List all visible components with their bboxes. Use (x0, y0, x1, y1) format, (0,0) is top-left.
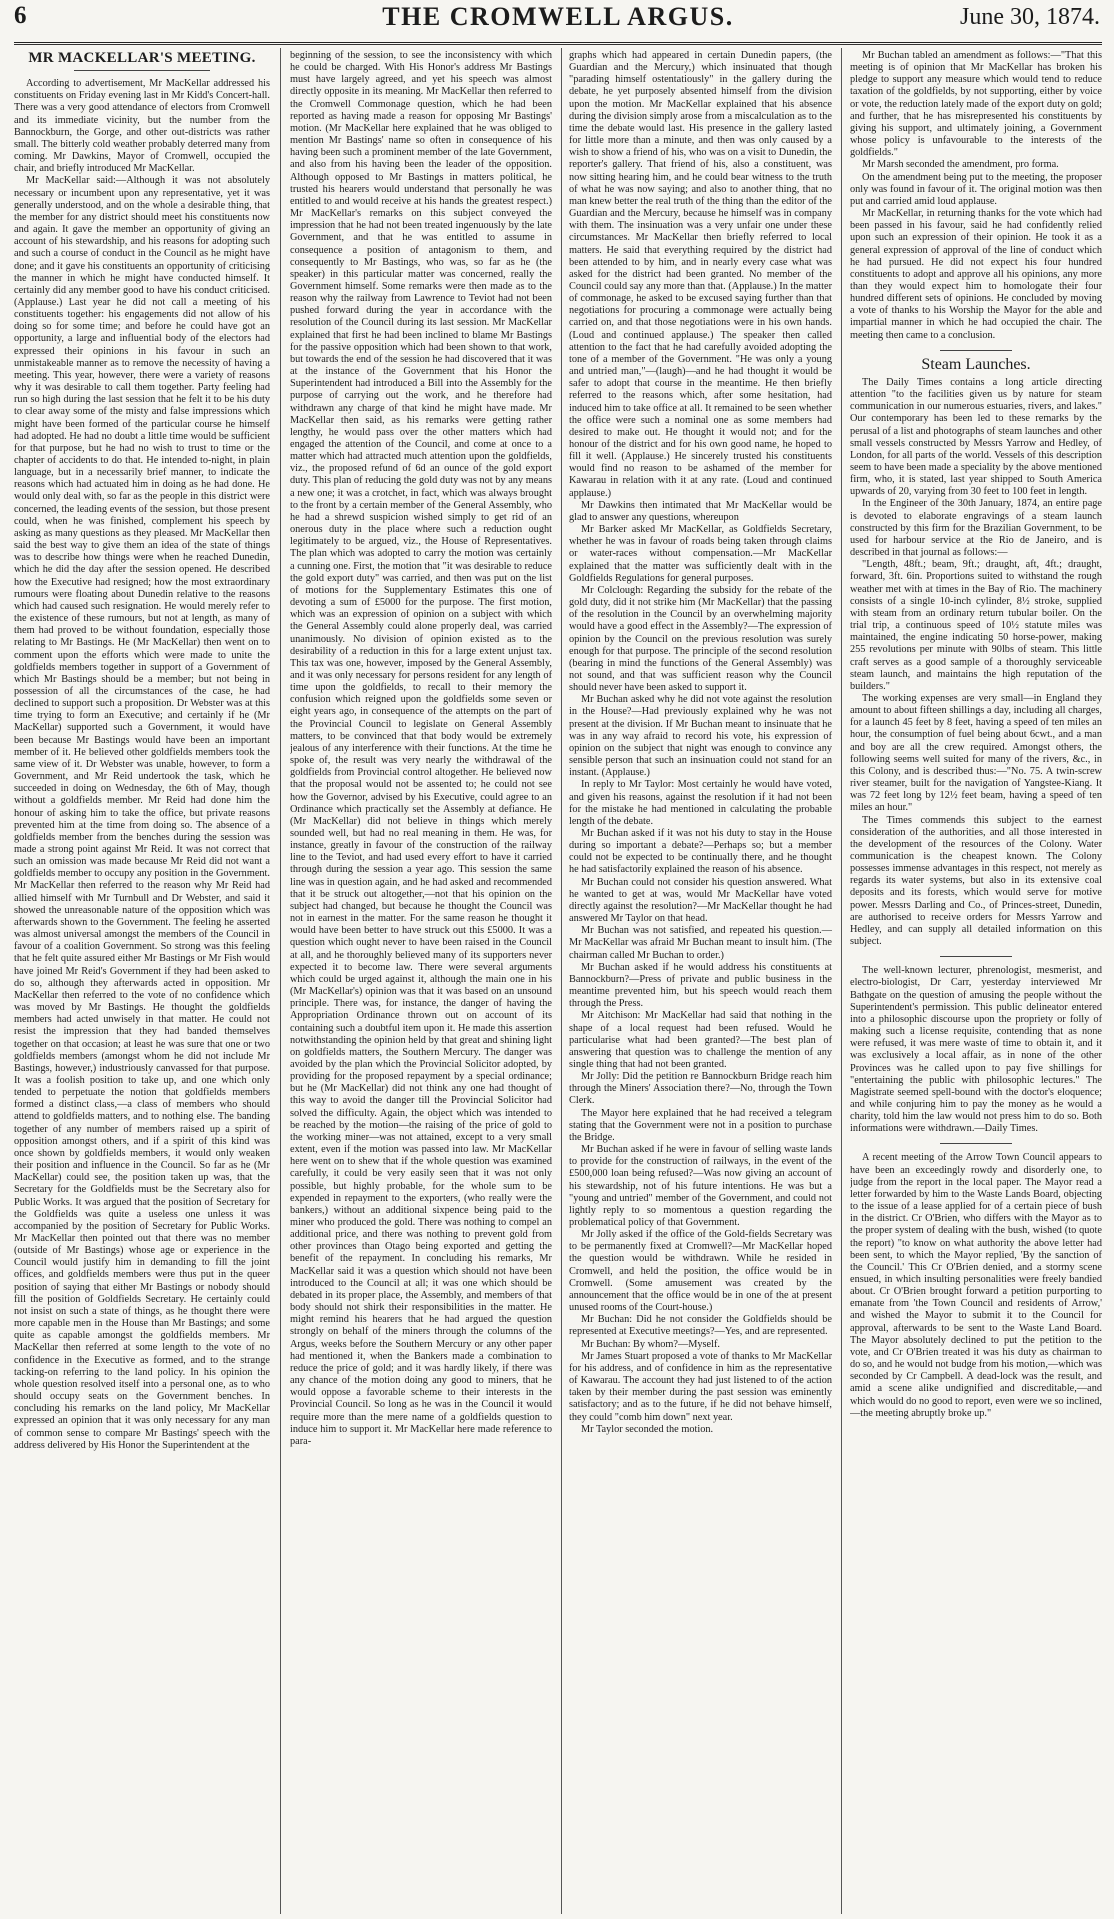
paragraph: Mr Colclough: Regarding the subsidy for the rebate of the gold duty, did it not strike him (Mr MacKellar) that the passing of the resolution in the Council by an overwhelming majority would have a good effect in the Assembly?—The expression of opinion by the Council on the previous resolution was surely enough for that purpose. The principle of the second resolution (bearing in mind the functions of the General Assembly) was not sound, and that was sufficient reason why the Council should never have been asked to support it. (569, 584, 832, 694)
paragraph: The working expenses are very small—in England they amount to about fifteen shillings a day, including all charges, for a launch 45 feet by 8 feet, having a speed of ten miles an hour, the consumption of fuel being about 6cwt., and a man and boy are all the crew required. Amongst others, the following seems well suited for many of the rivers, &c., in this Colony, and is described thus:—"No. 75. A twin-screw river steamer, built for the navigation of Yangstee-Kiang. It was 72 feet long by 12½ feet beam, having a speed of ten miles an hour." (850, 692, 1102, 814)
paragraph: graphs which had appeared in certain Dunedin papers, (the Guardian and the Mercury,) which insinuated that though "parading himself ostentatiously" in the gallery during the debate, he yet purposely absented himself from the division upon the motion. Mr MacKellar explained that his absence during the division simply arose from a miscalculation as to the time the debate would last. His presence in the gallery lasted for little more than a minute, and then was only caused by a wish to show a friend of his, who was on a visit to Dunedin, the reporter's gallery. That friend of his, also a constituent, was now sitting hearing him, and he could bear witness to the truth of what he was now saying; and also to another thing, that no man knew better the real truth of the thing than the editor of the Guardian and the Mercury, because he himself was in company with them. The insinuation was a very unfair one under these circumstances. Mr MacKellar then briefly referred to local matters. He said that everything required by the district had been attended to by him, and in nearly every case what was asked for the district had been granted. No member of the Council could say any more than that. (Applause.) In the matter of commonage, he asked to be excused saying further than that negotiations for procuring a commonage were actually being carried on, and that those negotiations were in his own hands. (Loud and continued applause.) The speaker then called attention to the fact that he had carefully avoided adopting the tone of a member of the Government. "He was only a young and untried man,"—(laugh)—and he had thought it would be safer to adopt that course in the meantime. He then briefly referred to the reasons which, after some hesitation, had induced him to take office at all. It remained to be seen whether the office were such a nominal one as some members had desired to make out. He thought it would not; and for the honour of the district and for his own good name, he hoped to fill it well. (Applause.) He sincerely trusted his constituents would find no reason to be ashamed of the member for Kawarau in relation with it at any rate. (Loud and continued applause.) (569, 50, 832, 499)
page-number: 6 (14, 2, 27, 29)
column-rule (841, 48, 842, 1914)
column-2 (290, 50, 552, 1912)
paragraph: The well-known lecturer, phrenologist, mesmerist, and electro-biologist, Dr Carr, yesterday interviewed Mr Bathgate on the question of amusing the people without the Superintendent's permission. This public delineator entered into a philosophic discourse upon the propriety or folly of making such a license requisite, contending that as none were refused, it was mere waste of time to obtain it, and it was exclusively a local affair, as in none of the other Provinces was he called upon to pay five shillings for "entertaining the public with philosophic lectures." The Magistrate seemed spell-bound with the doctor's eloquence; and while conjuring him to pay the money as he would a charity, told him the law would not press him to do so. Both informations were withdrawn.—Daily Times. (850, 965, 1102, 1135)
paragraph: Mr Aitchison: Mr MacKellar had said that nothing in the shape of a local request had been refused. Would he particularise what had been granted?—The best plan of answering that question was to challenge the mention of any single thing that had not been granted. (569, 1010, 832, 1070)
paragraph: Mr Buchan: By whom?—Myself. (581, 1338, 720, 1350)
paragraph: According to advertisement, Mr MacKellar addressed his constituents on Friday evening last in Mr Kidd's Concert-hall. There was a very good attendance of electors from Cromwell and its immediate vicinity, but the number from the Bannockburn, the Gorge, and other out-districts was rather small. The bitterly cold weather probably deterred many from coming. Mr Dawkins, Mayor of Cromwell, occupied the chair, and briefly introduced Mr MacKellar. (14, 78, 270, 175)
paragraph: Mr Marsh seconded the amendment, pro forma. (862, 159, 1059, 171)
masthead (14, 0, 1102, 43)
paragraph: Mr James Stuart proposed a vote of thanks to Mr MacKellar for his address, and of confidence in him as the representative of Kawarau. The account they had just listened to of the action taken by their member during the past session was eminently satisfactory; and as to the future, if he did not behave himself, they could "comb him down" next year. (569, 1350, 832, 1423)
paragraph: In reply to Mr Taylor: Most certainly he would have voted, and given his reasons, against the resolution if it had not been for the mistake he had mentioned in calculating the probable length of the debate. (569, 779, 832, 827)
paragraph: Mr MacKellar said:—Although it was not absolutely necessary or incumbent upon any representative, yet it was generally understood, and on the whole a desirable thing, that the member for any district should meet his constituents now and again. It gave the member an opportunity of giving an account of his stewardship, and his reasons for adopting such and such a course of conduct in the Council as he might have done; and it gave his constituents an opportunity of criticising the manner in which he might have conducted himself. It certainly did any member good to have his conduct criticised. (Applause.) Last year he did not call a meeting of his constituents together: his engagements did not allow of his doing so for some time; and before he could have got an opportunity, a large and influential body of the electors had expressed their opinions in his favour in such an unmistakeable manner as to remove the necessity of having a meeting. This year, however, there were a variety of reasons why it was desirable to call them together. Party feeling had run so high during the last session that he felt it to be his duty to clear away some of the misty and false impressions which might have been formed of the particular course he himself had adopted. He had no doubt a little time would be sufficient for that purpose, but he had no wish to trust to time or the chapter of accidents to do that. He intended to-night, in plain language, but in a necessarily brief manner, to indicate the reasons which had actuated him in doing as he had done. He would only deal with, so far as the people in this district were concerned, the leading events of the session, but those present could, when he was finished, complement his speech by asking as many questions as they pleased. Mr MacKellar then said the best way to give them an idea of the state of things was to describe how things were when he reached Dunedin, which he did the day after the session opened. He described how the Executive had resigned; how the most extraordinary rumours were floating about Dunedin relative to the reasons which had caused such resignation. He would merely refer to the existence of these rumours, but not at length, as many of them had proved to be without foundation, especially those relating to Mr Bastings. He (Mr MacKellar) then went on to comment upon the efforts which were made to unite the goldfields members together in support of a Government of which Mr Bastings should be a member; but not being in possession of all the circumstances of the case, he had declined to support such a proposition. Dr Webster was at this time trying to form an Executive; and certainly if he (Mr MacKellar) supported such a Government, it would have been because Mr Bastings would have been an important member of it. He believed other goldfields members took the same view of it. Dr Webster was unable, however, to form a Government, and Mr Reid undertook the task, which he succeeded in doing on Wednesday, the 6th of May, though without a goldfields member. Mr Reid had done him the honour of asking him to take the office, but private reasons prevented him at the time from doing so. The absence of a goldfields member from the benches during the session was made a strong point against Mr Reid. It was not correct that such an omission was made because Mr Reid did not want a goldfields member to occupy any position in the Government. Mr MacKellar then referred to the reason why Mr Reid had allied himself with Mr Turnbull and Dr Webster, and said it showed the unreasonable nature of the opposition which was afterwards shown to the Government. The feeling he asserted was almost universal amongst the members of the Council in favour of a coalition Government. So strong was this feeling that he felt quite assured either Mr Bastings or Mr Fish would have joined Mr Reid's Government if they had been asked to do so, although they afterwards acted in opposition. Mr MacKellar then referred to the vote of no confidence which was moved by Mr Bastings. He thought the goldfields members had acted unwisely in that matter. He could not resist the impression that they had banded themselves together on that occasion; at least he was sure that one or two goldfields members (amongst whom he did not include Mr Bastings, however,) industriously canvassed for that purpose. It was a foolish position to take up, and one which only tended to perpetuate the notion that goldfields members formed a distinct class,—a class of members who should attend to goldfields matters, and to nothing else. The banding together of any number of members raised up a spirit of opposition amongst others, and if a spirit of this kind was once shown by goldfields members, it would only weaken their position and influence in the Council. So far as he (Mr MacKellar) could see, the position taken up was, that the Secretary for the Goldfields must be the Secretary also for Public Works. It was argued that the position of Secretary for the Goldfields was quite a useless one unless it was accompanied by the position of Secretary for Public Works. Mr MacKellar then pointed out that there was no member (outside of Mr Bastings) whose age or experience in the Council would justify him in demanding to fill the joint offices, and goldfields members were thus put in the queer position of saying that either Mr Bastings or nobody should fill the position of Goldfields Secretary. He certainly could not insist on such a state of things, as he thought there were more capable men in the House than Mr Bastings; and some quite as capable amongst the goldfields members. Mr MacKellar then referred at some length to the vote of no confidence in the Executive as formed, and to the strange tacking-on referring to the land policy. In his opinion the whole question resolved itself into a personal one, as to who should occupy seats on the Government benches. In concluding his remarks on the land policy, Mr MacKellar expressed an opinion that it was only necessary for any man of common sense to compare Mr Bastings' speech with the address delivered by His Honor the Superintendent at the (14, 175, 270, 1451)
column-rule (280, 48, 281, 1914)
column-3 (569, 50, 832, 1912)
paragraph: Mr Buchan asked why he did not vote against the resolution in the House?—Had previously explained why he was not present at the division. If Mr Buchan meant to insinuate that he was in any way afraid to record his vote, his expression of opinion on the subject that night was enough to convince any sensible person that such an insinuation could not stand for an instant. (Applause.) (569, 694, 832, 779)
paragraph: Mr Buchan asked if he were in favour of selling waste lands to provide for the construction of railways, in the event of the £500,000 loan being refused?—Was now giving an account of his stewardship, not of his future intentions. He was but a "young and untried" member of the Government, and could not lightly reply to so momentous a question regarding the problematical policy of that Government. (569, 1144, 832, 1228)
column-4 (850, 50, 1102, 1912)
paragraph: Mr Buchan asked if he would address his constituents at Bannockburn?—Press of private and public business in the meantime prevented him, but his speech would reach them through the Press. (569, 961, 832, 1010)
article-heading-steam-launches: Steam Launches. (921, 355, 1031, 373)
section-rule (940, 350, 1012, 351)
paragraph: The Mayor here explained that he had received a telegram stating that the Government were not in a position to purchase the Bridge. (569, 1107, 832, 1143)
paragraph: Mr Jolly: Did the petition re Bannockburn Bridge reach him through the Miners' Association there?—No, through the Town Clerk. (569, 1071, 832, 1107)
column-rule (561, 48, 562, 1914)
paragraph: In the Engineer of the 30th January, 1874, an entire page is devoted to elaborate engravings of a steam launch constructed by this firm for the Brazilian Government, to be used for harbour service at the Rio de Janeiro, and is described in that journal as follows:— (850, 498, 1102, 559)
paragraph: Mr Dawkins then intimated that Mr MacKellar would be glad to answer any questions, whereupon (569, 499, 832, 523)
paragraph: Mr Buchan was not satisfied, and repeated his question.—Mr MacKellar was afraid Mr Buchan meant to insult him. (The chairman called Mr Buchan to order.) (569, 925, 832, 961)
paragraph: A recent meeting of the Arrow Town Council appears to have been an exceedingly rowdy and disorderly one, to judge from the report in the local paper. The Mayor read a letter forwarded by him to the Waste Lands Board, objecting to the issue of a lease applied for of a certain piece of bush in the district. Cr O'Brien, who differs with the Mayor as to the proper system of dealing with the bush, wished (to quote the report) "to know on what authority the above letter had been sent, to which the Mayor replied, 'By the sanction of the Council.' This Cr O'Brien denied, and a stormy scene ensued, in which insulting personalities were freely bandied about. Cr O'Brien brought forward a petition purporting to emanate from 'the Town Council and residents of Arrow,' and wished the Mayor to submit it to the Council for approval, afterwards to be sent to the Waste Land Board. The Mayor absolutely declined to put the petition to the vote, and Cr O'Brien treated it was his duty as chairman to do so, and he would not budge from his motion,—which was seconded by Cr Campbell. A dead-lock was the result, and amid a scene alike undignified and discreditable,—and which would do no good to report, even were we so inclined,—the meeting abruptly broke up." (850, 1152, 1102, 1419)
paragraph: The Times commends this subject to the earnest consideration of the authorities, and all those interested in the development of the resources of the Colony. Water communication is the cheapest known. The Colony possesses immense advantages in this respect, not merely as regards its water systems, but also in its extensive coal deposits and its forests, which would serve for motive power. Messrs Darling and Co., of Princes-street, Dunedin, are authorised to receive orders for Messrs Yarrow and Hedley, and can supply all detailed information on this subject. (850, 814, 1102, 948)
paragraph: Mr Barker asked Mr MacKellar, as Goldfields Secretary, whether he was in favour of roads being taken through claims or water-races without compensation.—Mr MacKellar explained that the matter was sufficiently dealt with in the Goldfields Regulations for general purposes. (569, 524, 832, 584)
section-rule (940, 956, 1012, 957)
paragraph: Mr Buchan could not consider his question answered. What he wanted to get at was, would Mr MacKellar have voted directly against the resolution?—Mr MacKellar thought he had answered Mr Taylor on that head. (569, 876, 832, 925)
paragraph: beginning of the session, to see the inconsistency with which he could be charged. With His Honor's address Mr Bastings must have largely agreed, and yet his speech was almost directly opposite in its meaning. Mr MacKellar then referred to the Cromwell Commonage question, which he had been reported as having made a reason for opposing Mr Bastings' motion. (Mr MacKellar here explained that he was obliged to mention Mr Bastings' name so often in consequence of his having been such a prominent member of the late Government, and also from his having been the leader of the opposition. Although opposed to Mr Bastings in matters political, he trusted his hearers would understand that personally he was entitled to and would receive at his hands the greatest respect.) Mr MacKellar's remarks on this subject conveyed the impression that he had not been treated ingenuously by the late Government, and that he was entitled to assume in consequence a position of antagonism to them, and consequently to Mr Bastings, who was, so far as he (the speaker) in this particular matter was concerned, really the Government himself. Some remarks were then made as to the reason why the railway from Lawrence to Teviot had not been pushed forward during the year in accordance with the resolution of the Council during its last session. Mr MacKellar explained that first he had been inclined to blame Mr Bastings for the passive opposition which had been shown to that work, but towards the end of the session he had discovered that it was at the instance of the Government that his Honor the Superintendent had introduced a Bill into the Assembly for the purpose of carrying out the work, and he therefore had withdrawn any charge of that kind he might have made. Mr MacKellar then said, as his remarks were getting rather lengthy, he would pass over the other matters which had engaged the attention of the Council, and come at once to a matter which had attracted much attention upon the goldfields, viz., the proposed refund of 6d an ounce of the gold export duty. This plan of reducing the gold duty was not by any means a new one; it was a crotchet, in fact, which was always brought to the front by a certain member of the General Assembly, who he had a shrewd suspicion wished simply to get rid of an onerous duty in the place where such a reduction ought legitimately to be argued, viz., the House of Representatives. The plan which was adopted to carry the motion was certainly a cunning one. First, the motion that "it was desirable to reduce the gold export duty" was carried, and then was put on the list of motions for the Supplementary Estimates this one of devoting a sum of £5000 for the purpose. The first motion, which was an expression of opinion on a subject with which the General Assembly could alone properly deal, was carried unanimously. No division of opinion existed as to the desirability of a reduction in this for a large extent unjust tax. This tax was one, however, imposed by the General Assembly, and it was only necessary for persons resident for any length of time upon the goldfields, to recall to their memory the confusion which reigned upon the goldfields some seven or eight years ago, in consequence of the attempts on the part of the Provincial Council to legislate on General Assembly matters, to be convinced that that body would be extremely jealous of any interference with their functions. At the time he spoke of, the result was very nearly the withdrawal of the goldfields from Provincial control altogether. He believed now that the proposal would not be assented to; he could not see how the Governor, advised by his Executive, could agree to an Ordinance which practically set the Assembly at defiance. He (Mr MacKellar) did not believe in things which merely sounded well, but had no real meaning in them. He was, for instance, greatly in favour of the construction of the railway line to the Teviot, and had used every effort to have it carried through during the session a year ago. This session the same line was in question again, and he had asked and recommended that it be struck out altogether,—not that his opinion on the subject had changed, but because he thought the Council was not in earnest in the matter. For the same reason he thought it would have been better to have struck out this £5000. It was a question which ought never to have been raised in the Council at all, and he thoroughly believed many of its supporters never expected it to become law. There were several arguments which could be urged against it, although the main one in his (Mr MacKellar's) opinion was that it was based on an unsound principle. There was, for instance, the danger of having the Appropriation Ordinance thrown out on account of its containing such a doubtful item upon it. He made this assertion notwithstanding the opinion held by that great and shining light on goldfields matters, the Southern Mercury. The danger was avoided by the plan which the Provincial Solicitor adopted, by providing for the proposed repayment by a special ordinance; but he (Mr MacKellar) did not think any one had thought of this way to avoid the danger till the Provincial Solicitor had solved the difficulty. Again, the object which was intended to be reached by the motion—the raising of the price of gold to the working miner—was not attained, except to a very small extent, even if the motion was passed into law. Mr MacKellar here went on to shew that if the whole question was examined carefully, it could be very easily seen that it was not only possible, but highly probable, for the whole sum to be expended in repayment to the exporters, (who really were the bankers,) without an additional sixpence being paid to the miner who produced the gold. There was nothing to compel an additional price, and there was nothing to prevent gold from other provinces than Otago being exported and getting the benefit of the repayment. In concluding his remarks, Mr MacKellar said it was a question which should not have been introduced to the Council at all; it was one which should be debated in its proper place, the Assembly, and members of that body should not shirk their responsibilities in the matter. He might remind his hearers that he had argued the question strongly on behalf of the miners through the columns of the Argus, weeks before the Southern Mercury or any other paper had mentioned it, when the Bankers made a combination to reduce the price of gold; and it was hardly likely, if there was any chance of the motion doing any good to miners, that he would oppose a favorable scheme to their interests in the Provincial Council. So long as he was in the Council it would require more than the mere name of a goldfields question to induce him to support it. Mr MacKellar here made reference to para- (290, 50, 552, 1447)
newspaper-title: THE CROMWELL ARGUS. (382, 2, 734, 31)
column-1 (14, 50, 270, 1912)
paragraph: On the amendment being put to the meeting, the proposer only was found in favour of it. The original motion was then put and carried amid loud applause. (850, 171, 1102, 207)
section-rule (940, 1143, 1012, 1144)
masthead-rule (14, 44, 1102, 45)
paragraph: Mr Buchan tabled an amendment as follows:—"That this meeting is of opinion that Mr MacKellar has broken his pledge to support any measure which would tend to reduce taxation of the goldfields, by not supporting, either by voice or vote, the reduction lately made of the export duty on gold; and further, that he has misrepresented his constituents by giving his support, and ultimately joining, a Government whose policy is unfavourable to the interests of the goldfields." (850, 50, 1102, 159)
paragraph: Mr Taylor seconded the motion. (581, 1423, 714, 1435)
specification-quote: "Length, 48ft.; beam, 9ft.; draught, aft, 4ft.; draught, forward, 3ft. 6in. Proportions suited to withstand the rough weather met with at times in the Bay of Rio. The machinery consists of a single 10-inch cylinder, 8½ stroke, supplied with steam from an ordinary return tubular boiler. On the trial trip, a continuous speed of 10½ statute miles was maintained, the engine indicating 50 horse-power, making 255 revolutions per minute with 90lbs of steam. This little craft serves as a good sample of a thoroughly serviceable steam launch, and maintains the high reputation of the builders." (850, 559, 1102, 692)
paragraph: Mr Buchan: Did he not consider the Goldfields should be represented at Executive meetings?—Yes, and are represented. (569, 1314, 832, 1338)
paragraph: Mr MacKellar, in returning thanks for the vote which had been passed in his favour, said he had confidently relied upon such an expression of their opinion. He took it as a general expression of approval of the line of conduct which he had pursued. He did not expect his four hundred constituents to adopt and approve all his opinions, any more than they would expect him to homologate their four hundred different sets of opinions. He concluded by moving a vote of thanks to his Worship the Mayor for the able and impartial manner in which he had occupied the chair. The meeting then came to a conclusion. (850, 208, 1102, 341)
heading-rule (74, 70, 210, 71)
paragraph: Mr Buchan asked if it was not his duty to stay in the House during so important a debate?—Perhaps so; but a member could not be expected to be continually there, and he thought he had satisfactorily explained the reason of his absence. (569, 828, 832, 876)
issue-date: June 30, 1874. (960, 4, 1100, 30)
paragraph: The Daily Times contains a long article directing attention "to the facilities given us by nature for steam communication in our numerous estuaries, rivers, and lakes." Our contemporary has been led to these remarks by the perusal of a list and photographs of steam launches and other small vessels constructed by Messrs Yarrow and Hedley, of London, for all parts of the world. Vessels of this description seem to have been made a speciality by the above mentioned firm, who, it is stated, last year shipped to South America upwards of 20, varying from 30 feet to 100 feet in length. (850, 376, 1102, 498)
article-heading-meeting: MR MACKELLAR'S MEETING. (28, 50, 256, 66)
paragraph: Mr Jolly asked if the office of the Gold-fields Secretary was to be permanently fixed at Cromwell?—Mr MacKellar hoped the question would be withdrawn. While he resided in Cromwell, and held the position, the office would be in Cromwell. (Some amusement was created by the announcement that the office would be in one of the at present unused rooms of the Court-house.) (569, 1229, 832, 1314)
